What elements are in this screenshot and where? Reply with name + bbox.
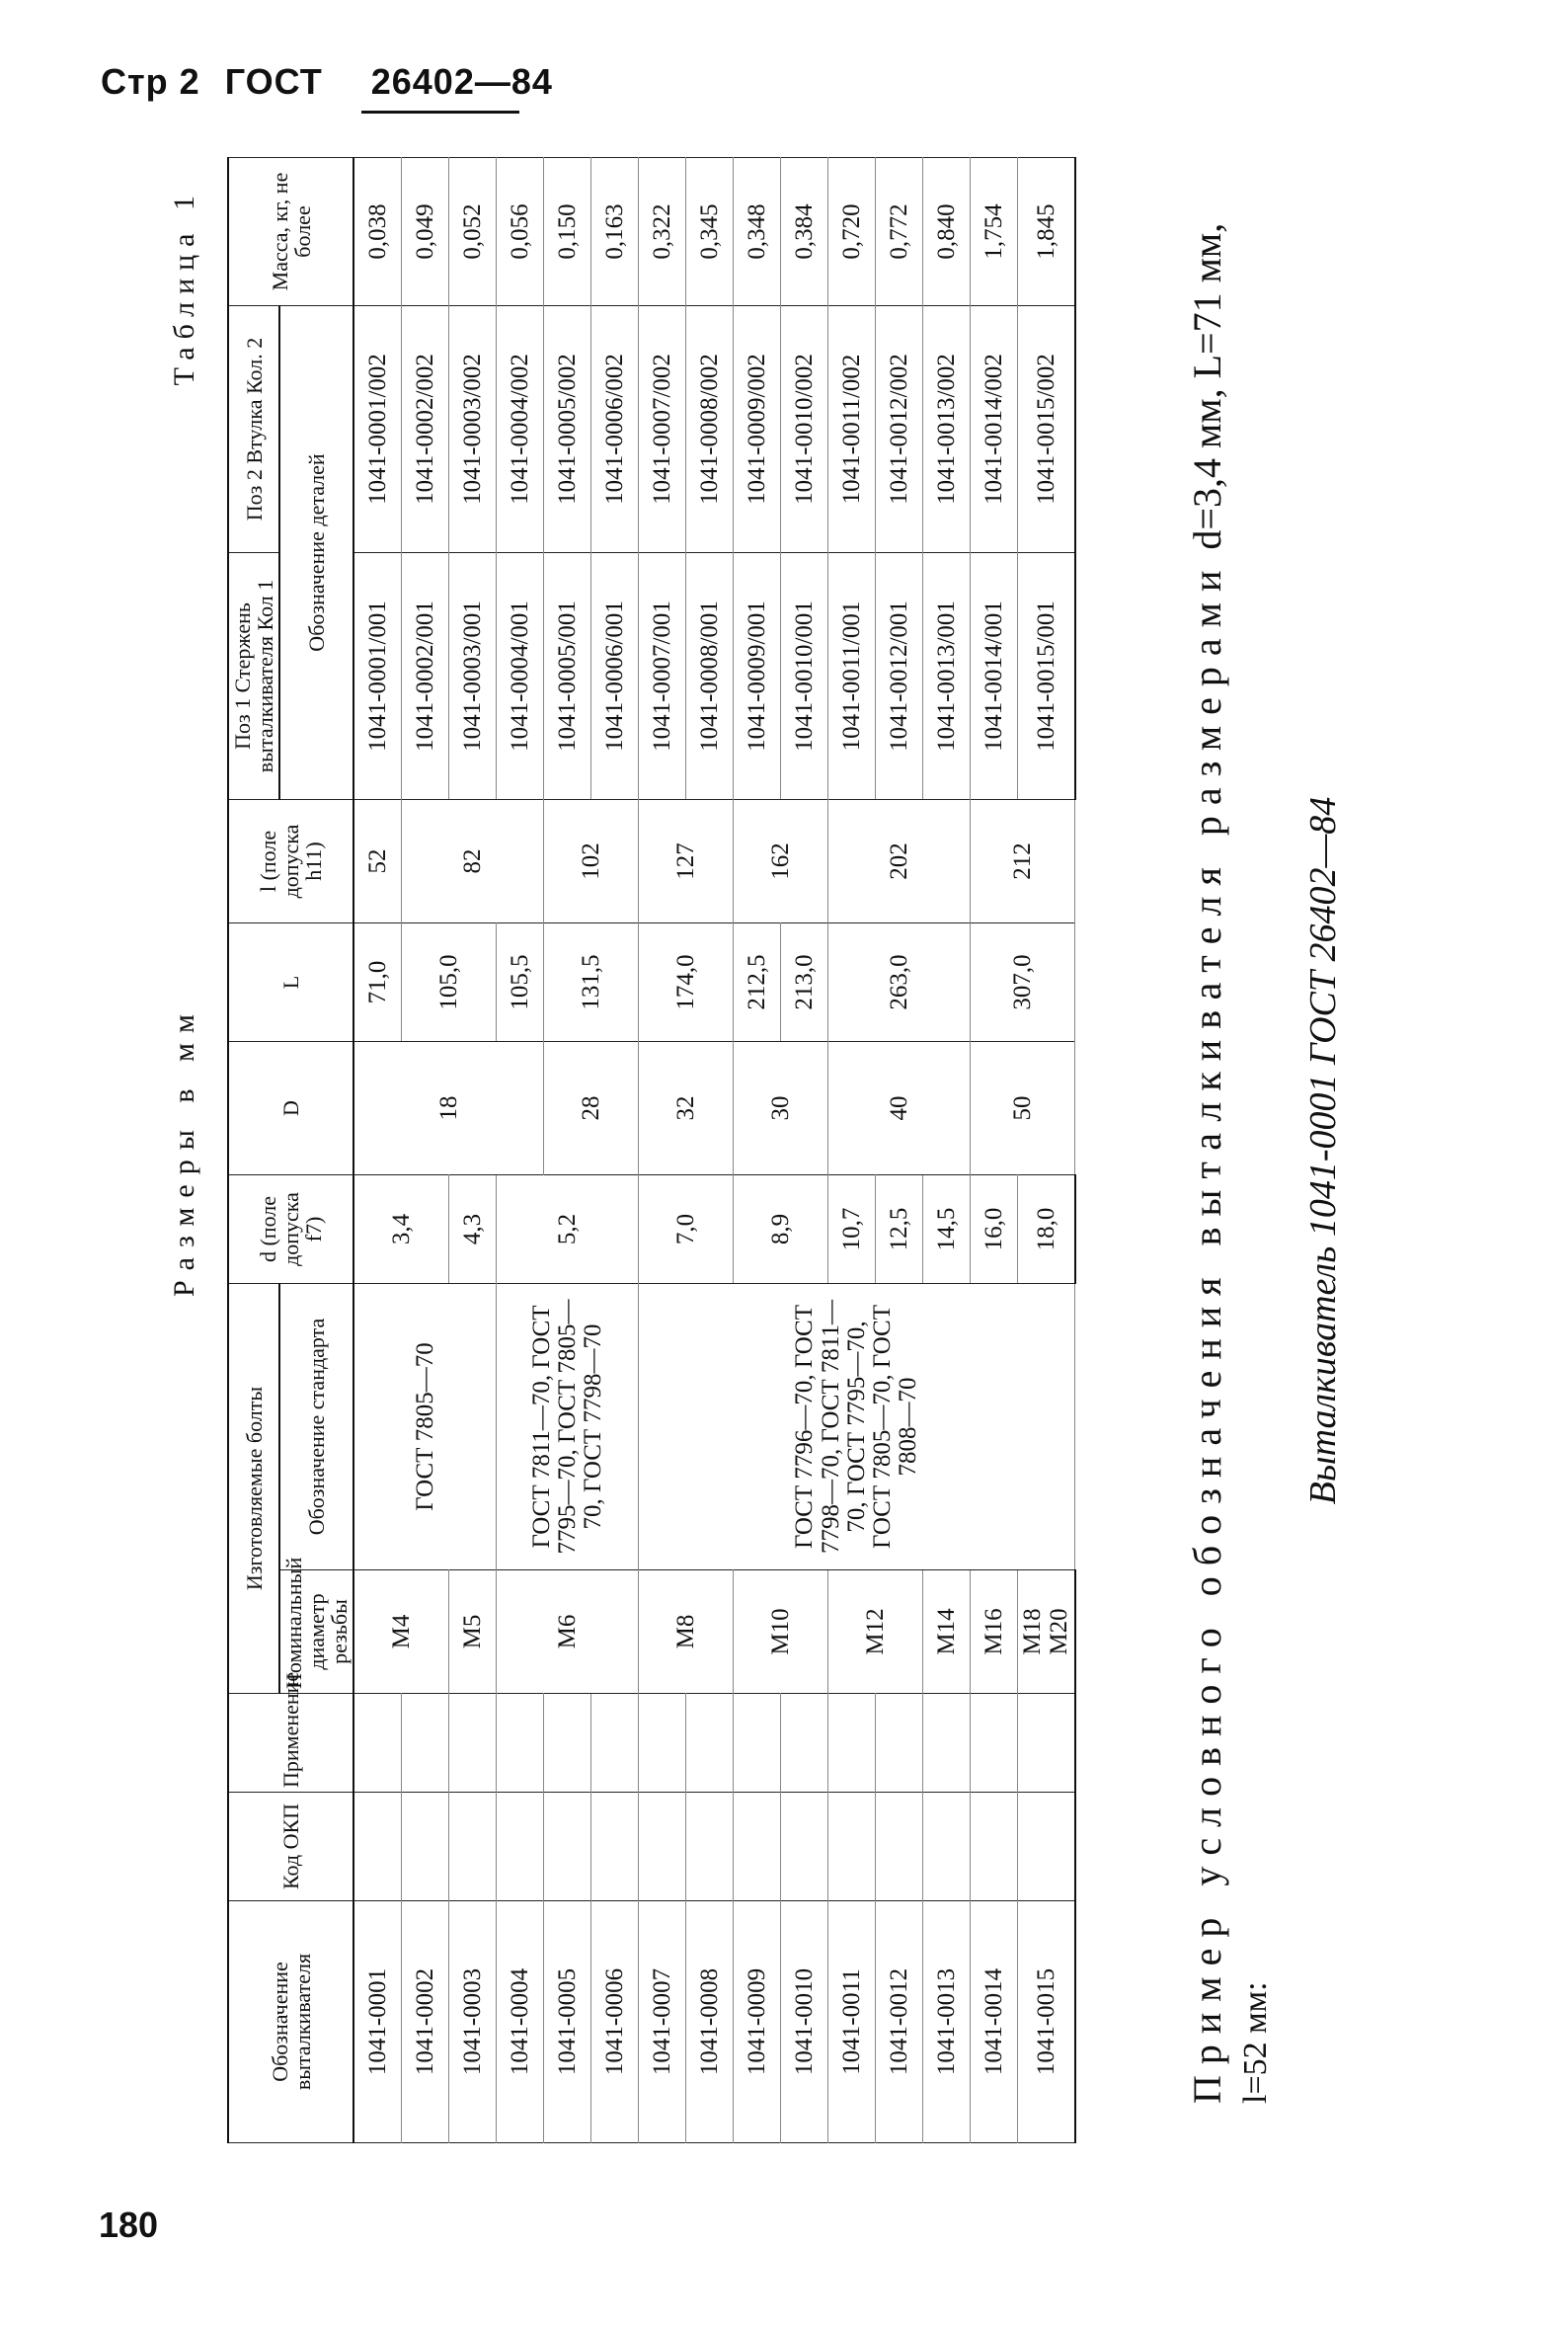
cell-pos1: 1041-0003/001 [449, 552, 497, 799]
cell-designation: 1041-0015 [1018, 1901, 1075, 2143]
cell-d: 12,5 [876, 1174, 923, 1283]
col-designation: Обозначение выталкивателя [228, 1901, 353, 2143]
cell-L: 174,0 [639, 922, 734, 1041]
cell-designation: 1041-0012 [876, 1901, 923, 2143]
cell-L: 212,5 [734, 922, 781, 1041]
cell-pos2: 1041-0003/002 [449, 305, 497, 552]
col-D: D [228, 1041, 353, 1174]
cell-standard: ГОСТ 7805—70 [353, 1283, 497, 1569]
cell-pos1: 1041-0004/001 [497, 552, 544, 799]
cell-d: 3,4 [353, 1174, 449, 1283]
cell-applicability [781, 1694, 828, 1793]
cell-okp-code [781, 1793, 828, 1901]
table-row [639, 157, 686, 2142]
cell-thread: M14 [923, 1570, 971, 1694]
cell-mass: 0,720 [828, 157, 876, 305]
footer-page-number: 180 [99, 2205, 159, 2245]
cell-applicability [828, 1694, 876, 1793]
cell-L: 213,0 [781, 922, 828, 1041]
cell-pos2: 1041-0010/002 [781, 305, 828, 552]
page-number: 2 [179, 61, 200, 102]
example-designation: Выталкиватель 1041-0001 ГОСТ 26402—84 [1302, 796, 1344, 1505]
cell-D: 30 [734, 1041, 828, 1174]
cell-applicability [734, 1694, 781, 1793]
cell-thread: M4 [353, 1570, 449, 1694]
cell-pos2: 1041-0001/002 [353, 305, 402, 552]
cell-okp-code [639, 1793, 686, 1901]
standard-number: 26402—84 [370, 61, 553, 102]
col-parts-group: Обозначение деталей [279, 305, 353, 799]
table-caption: Таблица 1 [168, 188, 200, 386]
cell-applicability [353, 1694, 402, 1793]
standard-label: ГОСТ [224, 61, 323, 102]
cell-standard: ГОСТ 7811—70, ГОСТ 7795—70, ГОСТ 7805—70, ГОСТ 7798—70 [497, 1283, 639, 1569]
cell-mass: 0,056 [497, 157, 544, 305]
cell-pos1: 1041-0002/001 [402, 552, 449, 799]
thread-m20: M20 [1045, 1608, 1072, 1655]
col-thread: Номинальный диаметр резьбы [279, 1570, 353, 1694]
cell-applicability [686, 1694, 734, 1793]
cell-L: 263,0 [828, 922, 971, 1041]
header-rule [361, 111, 519, 114]
cell-applicability [402, 1694, 449, 1793]
cell-pos1: 1041-0015/001 [1018, 552, 1075, 799]
cell-designation: 1041-0003 [449, 1901, 497, 2143]
cell-D: 50 [971, 1041, 1075, 1174]
cell-d: 4,3 [449, 1174, 497, 1283]
cell-okp-code [1018, 1793, 1075, 1901]
col-bolts-group: Изготовляемые болты [228, 1283, 279, 1693]
cell-pos1: 1041-0009/001 [734, 552, 781, 799]
rotated-content [168, 158, 1451, 2143]
cell-mass: 0,052 [449, 157, 497, 305]
cell-d: 7,0 [639, 1174, 734, 1283]
col-okp-code: Код ОКП [228, 1793, 353, 1901]
cell-pos2: 1041-0012/002 [876, 305, 923, 552]
example-continuation: l=52 мм: [1237, 1981, 1274, 2104]
cell-mass: 1,754 [971, 157, 1018, 305]
col-L: L [228, 922, 353, 1041]
cell-thread: M16 [971, 1570, 1018, 1694]
cell-mass: 0,348 [734, 157, 781, 305]
cell-pos2: 1041-0007/002 [639, 305, 686, 552]
cell-mass: 0,038 [353, 157, 402, 305]
cell-mass: 0,163 [591, 157, 639, 305]
col-pos1: Поз 1 Стержень выталкивателя Кол 1 [228, 552, 279, 799]
cell-mass: 0,772 [876, 157, 923, 305]
cell-pos1: 1041-0005/001 [544, 552, 591, 799]
page-label: Стр [101, 61, 169, 102]
cell-designation: 1041-0001 [353, 1901, 402, 2143]
cell-pos1: 1041-0012/001 [876, 552, 923, 799]
cell-l: 127 [639, 799, 734, 922]
cell-thread: M12 [828, 1570, 923, 1694]
cell-okp-code [876, 1793, 923, 1901]
cell-thread [1018, 1570, 1075, 1694]
table-body [353, 157, 1075, 2142]
cell-okp-code [497, 1793, 544, 1901]
cell-pos2: 1041-0002/002 [402, 305, 449, 552]
example-lead: Пример условного обозначения выталкивателя размерами [1185, 559, 1229, 2104]
col-d: d (поле допуска f7) [228, 1174, 353, 1283]
cell-D: 40 [828, 1041, 971, 1174]
cell-l: 52 [353, 799, 402, 922]
col-standard: Обозначение стандарта [279, 1283, 353, 1569]
col-applicability: Применение [228, 1694, 353, 1793]
cell-mass: 0,049 [402, 157, 449, 305]
cell-okp-code [828, 1793, 876, 1901]
page-header [101, 61, 553, 103]
cell-designation: 1041-0002 [402, 1901, 449, 2143]
example-text [1185, 158, 1276, 2104]
cell-d: 8,9 [734, 1174, 828, 1283]
cell-pos2: 1041-0006/002 [591, 305, 639, 552]
cell-mass: 1,845 [1018, 157, 1075, 305]
cell-pos2: 1041-0014/002 [971, 305, 1018, 552]
cell-mass: 0,384 [781, 157, 828, 305]
cell-pos2: 1041-0015/002 [1018, 305, 1075, 552]
cell-applicability [1018, 1694, 1075, 1793]
cell-L: 307,0 [971, 922, 1075, 1041]
col-mass: Масса, кг, не более [228, 157, 353, 305]
cell-d: 10,7 [828, 1174, 876, 1283]
table-units: Размеры в мм [168, 1004, 200, 1298]
cell-designation: 1041-0011 [828, 1901, 876, 2143]
cell-D: 32 [639, 1041, 734, 1174]
table-row [828, 157, 876, 2142]
cell-pos2: 1041-0005/002 [544, 305, 591, 552]
cell-D: 18 [353, 1041, 544, 1174]
cell-applicability [639, 1694, 686, 1793]
cell-thread: M10 [734, 1570, 828, 1694]
col-l: l (поле допуска h11) [228, 799, 353, 922]
cell-designation: 1041-0009 [734, 1901, 781, 2143]
ejector-table [227, 157, 1076, 2143]
cell-l: 82 [402, 799, 544, 922]
cell-designation: 1041-0008 [686, 1901, 734, 2143]
cell-okp-code [734, 1793, 781, 1901]
cell-applicability [971, 1694, 1018, 1793]
cell-okp-code [544, 1793, 591, 1901]
cell-pos1: 1041-0007/001 [639, 552, 686, 799]
cell-okp-code [686, 1793, 734, 1901]
cell-pos2: 1041-0011/002 [828, 305, 876, 552]
cell-mass: 0,322 [639, 157, 686, 305]
cell-pos2: 1041-0004/002 [497, 305, 544, 552]
table-row [544, 157, 591, 2142]
cell-applicability [876, 1694, 923, 1793]
col-pos2: Поз 2 Втулка Кол. 2 [228, 305, 279, 552]
cell-okp-code [971, 1793, 1018, 1901]
cell-designation: 1041-0014 [971, 1901, 1018, 2143]
cell-okp-code [449, 1793, 497, 1901]
cell-pos2: 1041-0009/002 [734, 305, 781, 552]
cell-l: 162 [734, 799, 828, 922]
cell-applicability [544, 1694, 591, 1793]
cell-designation: 1041-0010 [781, 1901, 828, 2143]
cell-L: 131,5 [544, 922, 639, 1041]
cell-pos2: 1041-0008/002 [686, 305, 734, 552]
cell-pos1: 1041-0011/001 [828, 552, 876, 799]
cell-pos1: 1041-0008/001 [686, 552, 734, 799]
cell-L: 71,0 [353, 922, 402, 1041]
thread-m18: M18 [1019, 1608, 1047, 1655]
cell-okp-code [923, 1793, 971, 1901]
cell-d: 14,5 [923, 1174, 971, 1283]
cell-okp-code [591, 1793, 639, 1901]
cell-pos1: 1041-0001/001 [353, 552, 402, 799]
cell-d: 18,0 [1018, 1174, 1075, 1283]
cell-l: 102 [544, 799, 639, 922]
cell-pos2: 1041-0013/002 [923, 305, 971, 552]
cell-applicability [497, 1694, 544, 1793]
cell-l: 212 [971, 799, 1075, 922]
cell-pos1: 1041-0013/001 [923, 552, 971, 799]
table-row [353, 157, 402, 2142]
table-row [971, 157, 1018, 2142]
table-row [734, 157, 781, 2142]
cell-mass: 0,150 [544, 157, 591, 305]
cell-thread: M5 [449, 1570, 497, 1694]
cell-designation: 1041-0007 [639, 1901, 686, 2143]
cell-designation: 1041-0013 [923, 1901, 971, 2143]
cell-applicability [591, 1694, 639, 1793]
cell-thread: M6 [497, 1570, 639, 1694]
example-values: d=3,4 мм, L=71 мм, [1185, 222, 1229, 550]
cell-L: 105,5 [497, 922, 544, 1041]
cell-l: 202 [828, 799, 971, 922]
cell-applicability [449, 1694, 497, 1793]
cell-d: 16,0 [971, 1174, 1018, 1283]
cell-pos1: 1041-0014/001 [971, 552, 1018, 799]
cell-D: 28 [544, 1041, 639, 1174]
cell-pos1: 1041-0010/001 [781, 552, 828, 799]
cell-d: 5,2 [497, 1174, 639, 1283]
cell-thread: M8 [639, 1570, 734, 1694]
cell-mass: 0,345 [686, 157, 734, 305]
cell-standard: ГОСТ 7796—70, ГОСТ 7798—70, ГОСТ 7811—70, ГОСТ 7795—70, ГОСТ 7805—70, ГОСТ 7808—70 [639, 1283, 1075, 1569]
cell-okp-code [402, 1793, 449, 1901]
cell-mass: 0,840 [923, 157, 971, 305]
cell-applicability [923, 1694, 971, 1793]
cell-pos1: 1041-0006/001 [591, 552, 639, 799]
cell-designation: 1041-0006 [591, 1901, 639, 2143]
cell-okp-code [353, 1793, 402, 1901]
cell-L: 105,0 [402, 922, 497, 1041]
cell-designation: 1041-0004 [497, 1901, 544, 2143]
cell-designation: 1041-0005 [544, 1901, 591, 2143]
